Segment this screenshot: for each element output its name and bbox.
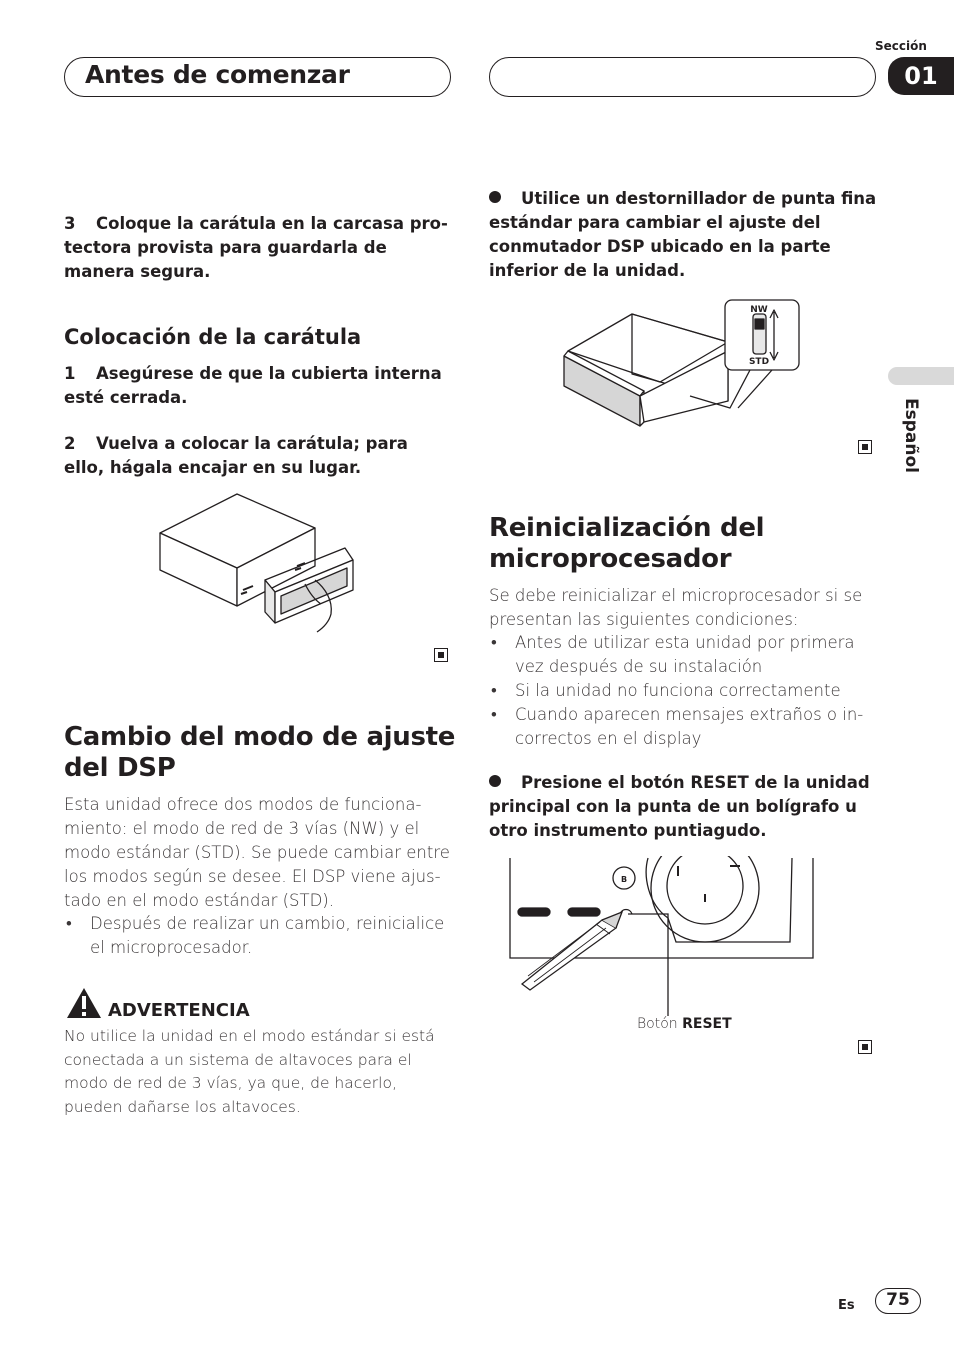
end-mark-icon: [858, 1040, 872, 1054]
reset-body: Se debe reinicializar el microprocesador si se presentan las siguientes condiciones:: [489, 586, 863, 629]
page-title: Antes de comenzar: [85, 60, 350, 89]
list-item: • Cuando aparecen mensajes extraños o incorrectos en el display: [489, 703, 881, 751]
warning-title: ADVERTENCIA: [108, 1000, 250, 1021]
bullet-dot-icon: [489, 191, 501, 203]
reset-instruction: [489, 771, 881, 843]
colocacion-step-2: [64, 432, 449, 480]
dsp-heading-line1: Cambio del modo de ajuste: [64, 722, 456, 752]
reset-heading-line1: Reinicialización del: [489, 513, 765, 543]
dsp-heading: [64, 722, 464, 784]
switch-label-std: STD: [748, 357, 770, 367]
dsp-instruction-text: Utilice un destornillador de punta fina estándar para cambiar el ajuste del conmutador DSP ubicado en la parte inferior de la unidad.: [489, 189, 877, 280]
colocacion-step-1: [64, 362, 449, 410]
step-3-text: Coloque la carátula en la carcasa protectora provista para guardarla de manera segura.: [64, 214, 448, 281]
footer-lang-code: Es: [838, 1298, 855, 1313]
end-mark-icon: [434, 648, 448, 662]
reset-button-illustration: [508, 856, 816, 1016]
dsp-body: Esta unidad ofrece dos modos de funcionamiento: el modo de red de 3 vías (NW) y el modo estándar (STD). Se puede cambiar entre los modos según se desee. El DSP viene ajustado en el modo estándar (STD).: [64, 795, 450, 910]
reset-caption-prefix: Botón: [637, 1016, 678, 1032]
colocacion-heading: Colocación de la carátula: [64, 325, 362, 349]
header-blank-pill: [489, 57, 876, 97]
side-language-label: Español: [901, 398, 921, 473]
header-title-pill: [64, 57, 451, 97]
colocacion-step-1-number: 1: [64, 364, 76, 383]
button-b-label: B: [620, 875, 628, 884]
section-label: Sección: [875, 39, 927, 53]
section-number: 01: [888, 57, 954, 95]
colocacion-step-2-number: 2: [64, 434, 76, 453]
list-item: • Después de realizar un cambio, reinicialice el microprocesador.: [64, 912, 456, 960]
page-number: 75: [875, 1288, 921, 1314]
dsp-switch-illustration: [560, 296, 805, 431]
dsp-bullet-list: [64, 912, 456, 960]
list-item: • Antes de utilizar esta unidad por primera vez después de su instalación: [489, 631, 881, 679]
faceplate-attach-illustration: [155, 488, 360, 643]
end-mark-icon: [858, 440, 872, 454]
bullet-dot-icon: [489, 775, 501, 787]
reset-heading: [489, 513, 889, 575]
switch-label-nw: NW: [750, 305, 768, 315]
side-tab: [888, 367, 954, 385]
warning-icon: [66, 987, 102, 1019]
reset-caption-bold: RESET: [682, 1016, 732, 1032]
warning-text: No utilice la unidad en el modo estándar si está conectada a un sistema de altavoces para el modo de red de 3 vías, ya que, de hacerlo, pueden dañarse los altavoces.: [64, 1027, 435, 1116]
colocacion-step-1-text: Asegúrese de que la cubierta interna esté cerrada.: [64, 364, 442, 407]
dsp-heading-line2: del DSP: [64, 753, 176, 783]
reset-heading-line2: microprocesador: [489, 544, 732, 574]
reset-instruction-text: Presione el botón RESET de la unidad principal con la punta de un bolígrafo u otro instrumento puntiagudo.: [489, 773, 870, 840]
list-item: • Si la unidad no funciona correctamente: [489, 679, 881, 703]
step-3-number: 3: [64, 214, 76, 233]
reset-caption: [637, 1016, 732, 1032]
colocacion-step-2-text: Vuelva a colocar la carátula; para ello, hágala encajar en su lugar.: [64, 434, 408, 477]
step-3: [64, 212, 454, 284]
dsp-instruction: [489, 187, 881, 283]
reset-bullet-list: [489, 631, 881, 751]
